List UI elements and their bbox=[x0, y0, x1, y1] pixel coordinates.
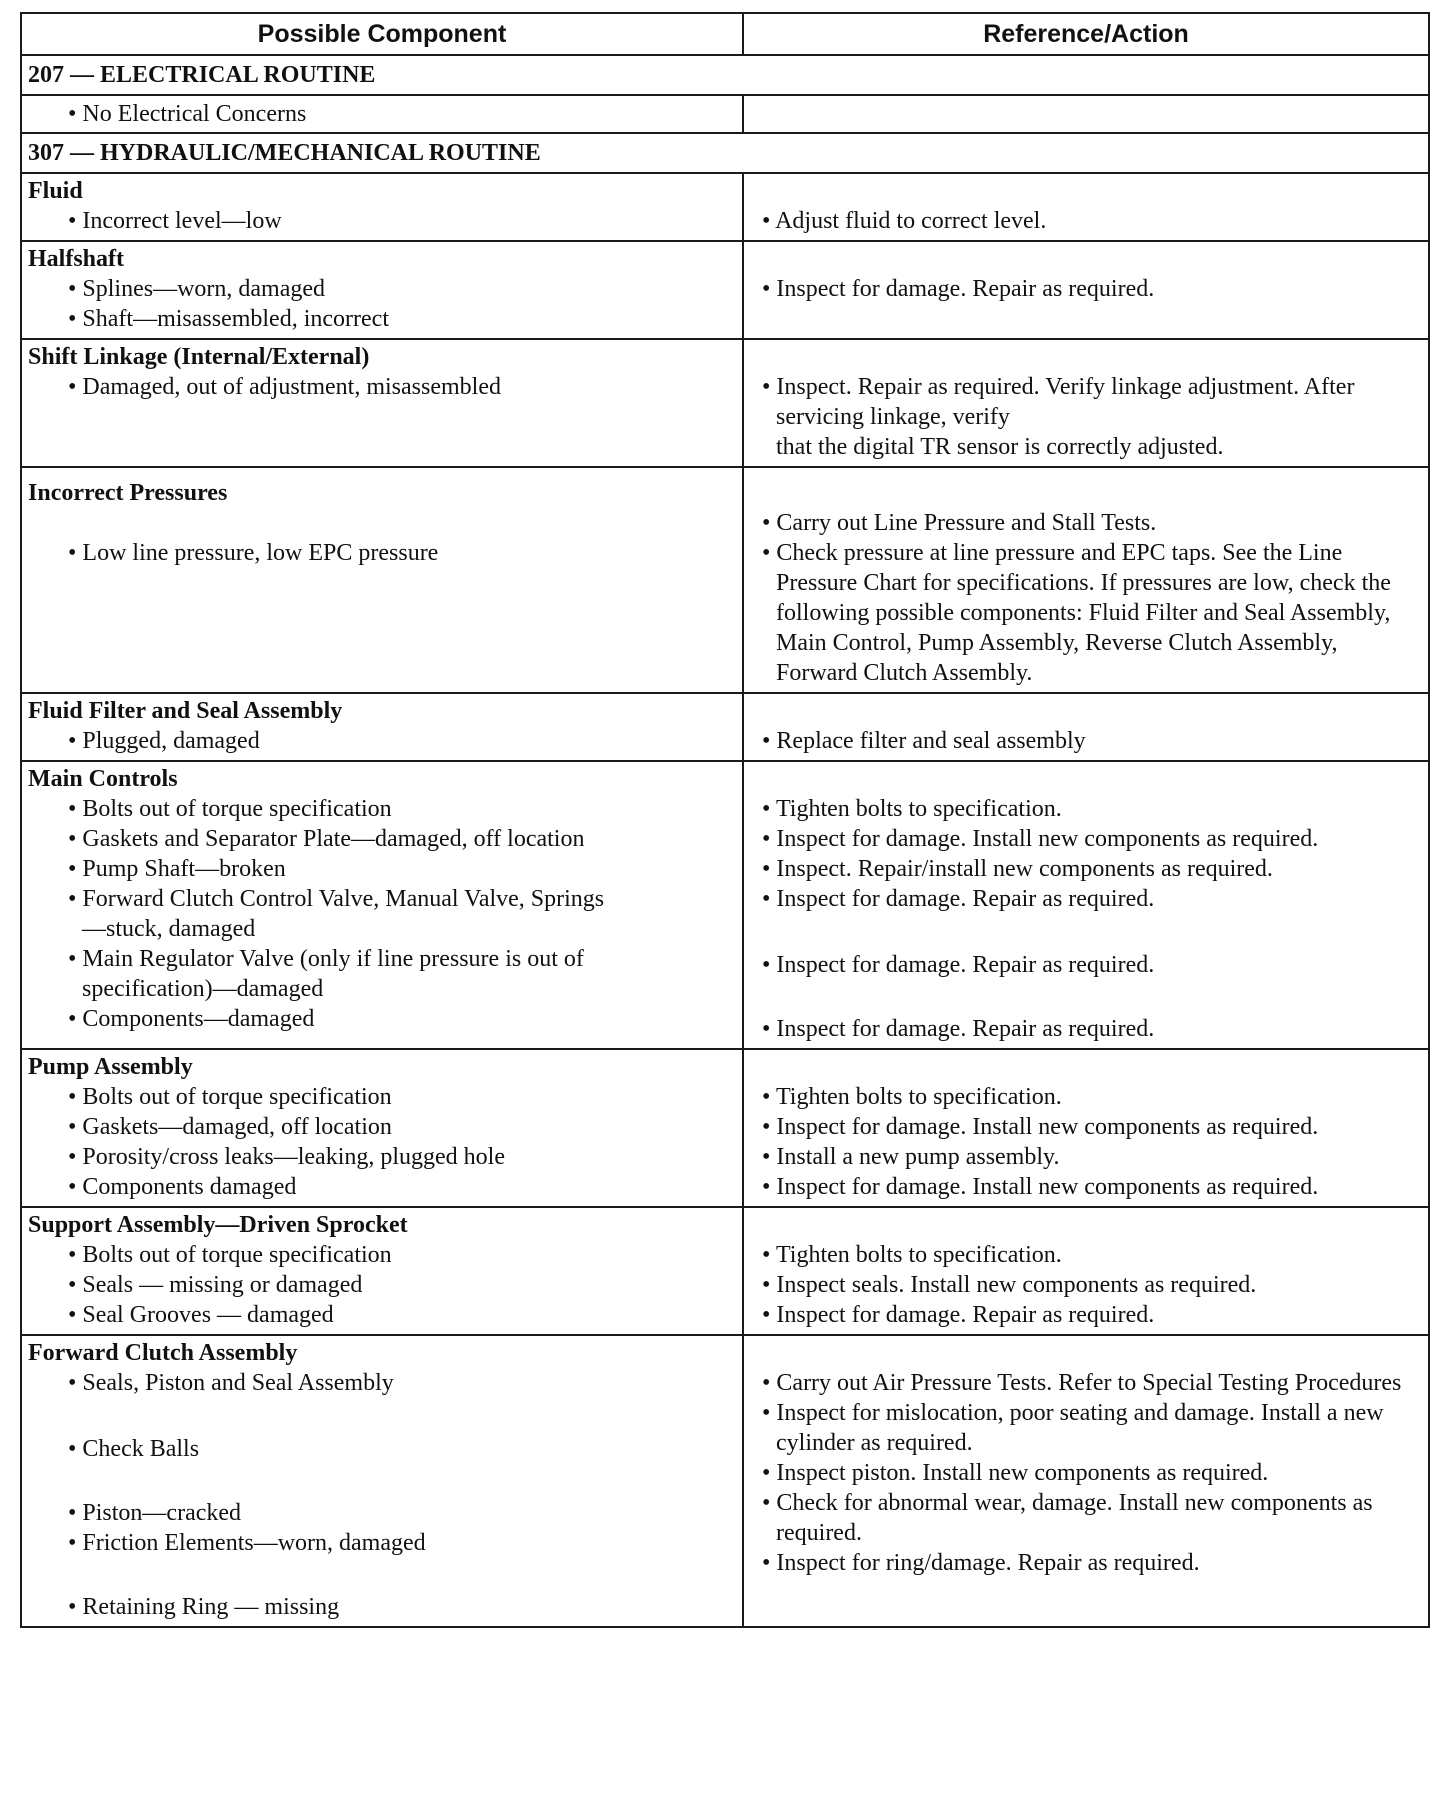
component-item: • Retaining Ring — missing bbox=[68, 1594, 340, 1620]
action-cell bbox=[743, 241, 1429, 339]
component-item: • Forward Clutch Control Valve, Manual Valve, Springs—stuck, damaged bbox=[68, 886, 605, 942]
section-title: Fluid Filter and Seal Assembly bbox=[28, 698, 343, 724]
component-item: • Shaft—misassembled, incorrect bbox=[68, 306, 389, 332]
component-cell bbox=[21, 241, 743, 339]
section-row-forward-clutch bbox=[21, 1335, 1429, 1627]
component-item: • Pump Shaft—broken bbox=[68, 856, 286, 882]
component-cell bbox=[21, 95, 743, 133]
component-item: • Piston—cracked bbox=[68, 1500, 242, 1526]
component-item: • Splines—worn, damaged bbox=[68, 276, 326, 302]
action-cell bbox=[743, 1335, 1429, 1627]
component-cell bbox=[21, 339, 743, 467]
diagnosis-table-sheet bbox=[20, 12, 1428, 1628]
action-item-continued: that the digital TR sensor is correctly adjusted. bbox=[776, 434, 1224, 460]
action-item: • Inspect for damage. Install new components as required. bbox=[762, 826, 1319, 852]
routine-heading-electrical: 207 — ELECTRICAL ROUTINE bbox=[21, 55, 1429, 95]
section-title: Main Controls bbox=[28, 766, 178, 792]
action-item: • Inspect piston. Install new components as required. bbox=[762, 1460, 1269, 1486]
action-item: • Inspect for damage. Repair as required. bbox=[762, 886, 1155, 912]
action-item: • Tighten bolts to specification. bbox=[762, 1242, 1062, 1268]
routine-row-hydraulic bbox=[21, 133, 1429, 173]
section-title: Shift Linkage (Internal/External) bbox=[28, 344, 370, 370]
diagnosis-table bbox=[20, 12, 1430, 1628]
component-cell bbox=[21, 173, 743, 241]
header-reference-action: Reference/Action bbox=[743, 13, 1429, 55]
section-row-fluid-filter bbox=[21, 693, 1429, 761]
component-item: • Damaged, out of adjustment, misassembled bbox=[68, 374, 501, 400]
action-item: • Inspect for damage. Repair as required. bbox=[762, 1016, 1155, 1042]
action-item: • Inspect for ring/damage. Repair as required. bbox=[762, 1550, 1200, 1576]
component-item: • Bolts out of torque specification bbox=[68, 1084, 392, 1110]
section-row-fluid bbox=[21, 173, 1429, 241]
action-item: • Tighten bolts to specification. bbox=[762, 796, 1062, 822]
component-cell bbox=[21, 467, 743, 693]
table-header-row bbox=[21, 13, 1429, 55]
action-item: • Adjust fluid to correct level. bbox=[762, 208, 1047, 234]
component-item: • Low line pressure, low EPC pressure bbox=[68, 540, 439, 566]
routine-heading-hydraulic: 307 — HYDRAULIC/MECHANICAL ROUTINE bbox=[21, 133, 1429, 173]
component-item: • Incorrect level—low bbox=[68, 208, 282, 234]
component-item: • Friction Elements—worn, damaged bbox=[68, 1530, 426, 1556]
action-item: • Inspect for damage. Repair as required. bbox=[762, 276, 1155, 302]
section-title: Fluid bbox=[28, 178, 83, 204]
routine-row-electrical bbox=[21, 55, 1429, 95]
component-item: • Gaskets and Separator Plate—damaged, off location bbox=[68, 826, 585, 852]
action-item: • Inspect for damage. Install new components as required. bbox=[762, 1114, 1319, 1140]
action-item: • Inspect. Repair/install new components as required. bbox=[762, 856, 1273, 882]
action-item: • Carry out Line Pressure and Stall Tests. bbox=[762, 510, 1157, 536]
component-item: • Bolts out of torque specification bbox=[68, 1242, 392, 1268]
component-cell bbox=[21, 1335, 743, 1627]
action-item: • Inspect. Repair as required. Verify linkage adjustment. After servicing linkage, verify bbox=[762, 374, 1355, 430]
component-item: • Components damaged bbox=[68, 1174, 297, 1200]
action-item: • Check for abnormal wear, damage. Install new components as required. bbox=[762, 1490, 1373, 1546]
action-item: • Inspect for mislocation, poor seating and damage. Install a new cylinder as required. bbox=[762, 1400, 1384, 1456]
component-item: • Gaskets—damaged, off location bbox=[68, 1114, 392, 1140]
section-row-support-assembly bbox=[21, 1207, 1429, 1335]
action-item: • Carry out Air Pressure Tests. Refer to Special Testing Procedures bbox=[762, 1370, 1402, 1396]
component-item: • Bolts out of torque specification bbox=[68, 796, 392, 822]
section-row-halfshaft bbox=[21, 241, 1429, 339]
action-cell bbox=[743, 339, 1429, 467]
table-row bbox=[21, 95, 1429, 133]
action-item: • Install a new pump assembly. bbox=[762, 1144, 1060, 1170]
section-row-shift-linkage bbox=[21, 339, 1429, 467]
action-cell bbox=[743, 693, 1429, 761]
component-item: • Check Balls bbox=[68, 1436, 200, 1462]
action-item: • Inspect seals. Install new components as required. bbox=[762, 1272, 1257, 1298]
section-title: Incorrect Pressures bbox=[28, 480, 228, 506]
section-title: Pump Assembly bbox=[28, 1054, 193, 1080]
section-row-incorrect-pressures bbox=[21, 467, 1429, 693]
section-row-main-controls bbox=[21, 761, 1429, 1049]
action-item: • Check pressure at line pressure and EPC taps. See the Line Pressure Chart for specifications. If pressures are low, check the following possible components: Fluid Filter and Seal Assembly, Main Control, Pump Assembly, Reverse Clutch Assembly, Forward Clutch Assembly. bbox=[762, 540, 1391, 686]
action-item: • Inspect for damage. Repair as required. bbox=[762, 952, 1155, 978]
component-cell bbox=[21, 1207, 743, 1335]
header-possible-component: Possible Component bbox=[21, 13, 743, 55]
component-item: • Porosity/cross leaks—leaking, plugged hole bbox=[68, 1144, 506, 1170]
component-item: • Seals, Piston and Seal Assembly bbox=[68, 1370, 394, 1396]
component-cell bbox=[21, 1049, 743, 1207]
action-cell bbox=[743, 1049, 1429, 1207]
component-item: • No Electrical Concerns bbox=[68, 101, 307, 127]
section-title: Halfshaft bbox=[28, 246, 124, 272]
action-item: • Tighten bolts to specification. bbox=[762, 1084, 1062, 1110]
action-cell bbox=[743, 1207, 1429, 1335]
component-item: • Main Regulator Valve (only if line pressure is out of specification)—damaged bbox=[68, 946, 584, 1002]
component-item: • Components—damaged bbox=[68, 1006, 315, 1032]
component-item: • Plugged, damaged bbox=[68, 728, 260, 754]
component-cell bbox=[21, 693, 743, 761]
action-item: • Replace filter and seal assembly bbox=[762, 728, 1086, 754]
section-row-pump-assembly bbox=[21, 1049, 1429, 1207]
action-item: • Inspect for damage. Repair as required. bbox=[762, 1302, 1155, 1328]
action-cell bbox=[743, 173, 1429, 241]
action-item: • Inspect for damage. Install new components as required. bbox=[762, 1174, 1319, 1200]
action-cell bbox=[743, 95, 1429, 133]
section-title: Support Assembly—Driven Sprocket bbox=[28, 1212, 408, 1238]
component-cell bbox=[21, 761, 743, 1049]
action-cell bbox=[743, 761, 1429, 1049]
action-cell bbox=[743, 467, 1429, 693]
component-item: • Seal Grooves — damaged bbox=[68, 1302, 334, 1328]
component-item: • Seals — missing or damaged bbox=[68, 1272, 363, 1298]
section-title: Forward Clutch Assembly bbox=[28, 1340, 298, 1366]
